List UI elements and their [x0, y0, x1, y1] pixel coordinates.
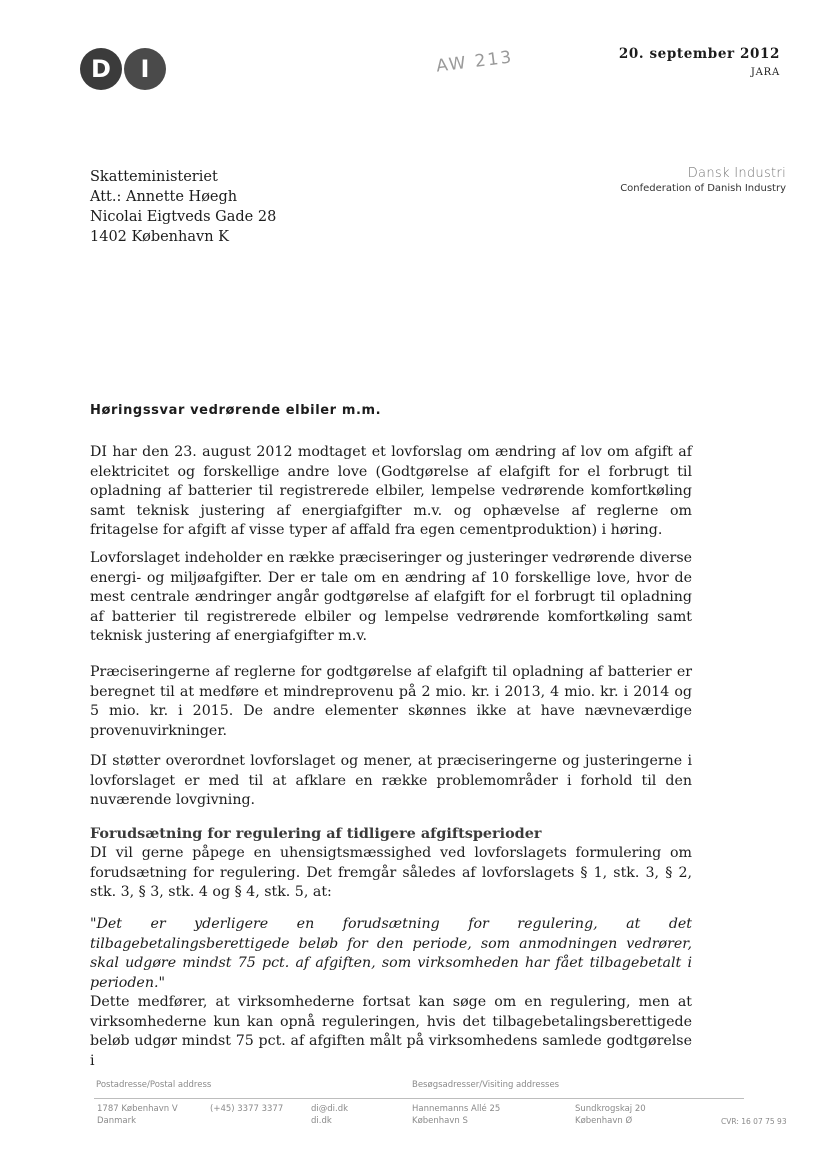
visiting-address-2 [575, 1103, 646, 1127]
postal-line: 1787 København V [97, 1104, 178, 1114]
visit-line: Hannemanns Allé 25 [412, 1104, 501, 1114]
visiting-address-1 [412, 1103, 500, 1127]
brand-name: Dansk Industri [687, 166, 786, 181]
postal-address [97, 1103, 178, 1127]
paragraph: DI har den 23. august 2012 modtaget et lovforslag om ændring af lov om afgift af elektricitet og forskellige andre love (Godtgørelse af elafgift for el forbrugt til opladning af batterier til registrerede elbiler, lempelse vedrørende komfortkøling samt teknisk justering af energiafgifter m.v. og ophævelse af reglerne om fritagelse for afgift af visse typer af affald fra egen cementproduktion) i høring. [90, 444, 692, 539]
recipient-line: Skatteministeriet [90, 169, 218, 185]
logo-letter-d: D [80, 48, 122, 90]
footer-contact [311, 1103, 348, 1127]
logo-letter-i: I [124, 48, 166, 90]
postal-address-label: Postadresse/Postal address [96, 1080, 212, 1090]
footer-email: di@di.dk [311, 1104, 349, 1114]
letter-subject: Høringssvar vedrørende elbiler m.m. [90, 403, 382, 418]
paragraph: Dette medfører, at virksomhederne fortsat kan søge om en regulering, men at virksomhederne kun kan opnå reguleringen, hvis det tilbagebetalingsberettigede beløb udgør mindst 75 pct. af afgiften målt på virksomhedens samlede godtgørelse i [90, 994, 692, 1069]
paragraph: Præciseringerne af reglerne for godtgørelse af elafgift til opladning af batterier er beregnet til at medføre et mindreprovenu på 2 mio. kr. i 2013, 4 mio. kr. i 2014 og 5 mio. kr. i 2015. De andre elementer skønnes ikke at have nævneværdige provenuvirkninger. [90, 664, 692, 739]
postal-line: Danmark [97, 1116, 137, 1126]
brand-tagline: Confederation of Danish Industry [620, 183, 786, 194]
visiting-address-label: Besøgsadresser/Visiting addresses [412, 1080, 560, 1090]
brand-block [620, 166, 786, 194]
recipient-line: 1402 København K [90, 229, 229, 245]
di-logo [80, 48, 168, 90]
recipient-line: Att.: Annette Høegh [90, 189, 238, 205]
recipient-address [90, 167, 276, 247]
cvr-number: CVR: 16 07 75 93 [721, 1117, 787, 1126]
handwritten-note: AW 213 [435, 47, 515, 77]
paragraph: Lovforslaget indeholder en række præciseringer og justeringer vedrørende diverse energi- og miljøafgifter. Der er tale om en ændring af 10 forskellige love, hvor de mest centrale ændringer angår godtgørelse af elafgift for el forbrugt til opladning af batterier til registrerede elbiler og lempelse vedrørende komfortkøling samt teknisk justering af energiafgifter m.v. [90, 550, 692, 645]
recipient-line: Nicolai Eigtveds Gade 28 [90, 209, 277, 225]
section-heading: Forudsætning for regulering af tidligere afgiftsperioder [90, 825, 542, 842]
footer-phone: (+45) 3377 3377 [210, 1104, 284, 1114]
visit-line: København Ø [575, 1116, 633, 1126]
visit-line: København S [412, 1116, 468, 1126]
paragraph: DI støtter overordnet lovforslaget og mener, at præciseringerne og justeringerne i lovforslaget er med til at afklare en række problemområder i forhold til den nuværende lovgivning. [90, 753, 692, 809]
quoted-text: "Det er yderligere en forudsætning for regulering, at det tilbagebetalingsberettigede beløb for den periode, som anmodningen vedrører, skal udgøre mindst 75 pct. af afgiften, som virksomheden har fået tilbagebetalt i perioden." [90, 916, 692, 991]
paragraph: DI vil gerne påpege en uhensigtsmæssighed ved lovforslagets formulering om forudsætning for regulering. Det fremgår således af lovforslagets § 1, stk. 3, § 2, stk. 3, § 3, stk. 4 og § 4, stk. 5, at: [90, 845, 692, 901]
letter-date: 20. september 2012 [618, 46, 780, 62]
footer-divider [94, 1098, 744, 1099]
sender-initials: JARA [750, 67, 780, 78]
footer-web: di.dk [311, 1116, 332, 1126]
visit-line: Sundkrogskaj 20 [575, 1104, 646, 1114]
